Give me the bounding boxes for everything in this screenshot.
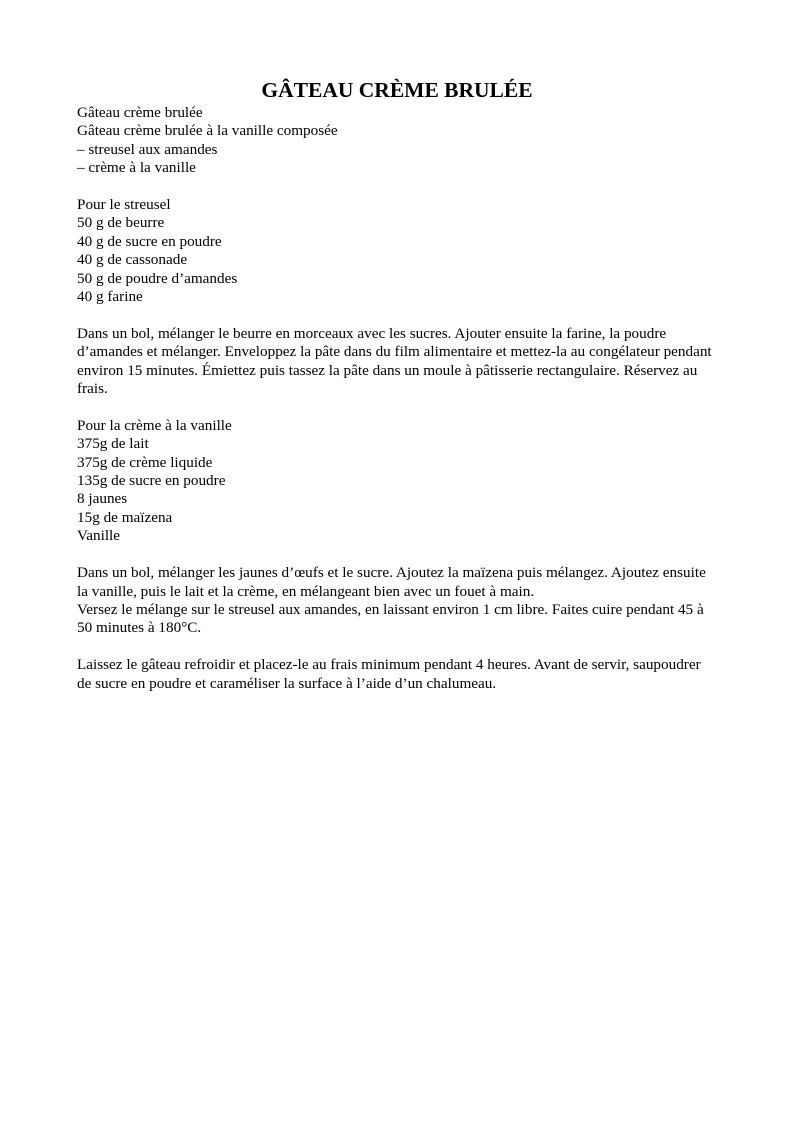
creme-instructions-section [77, 564, 717, 638]
spacer [77, 638, 717, 656]
ingredient-line: 50 g de poudre d’amandes [77, 269, 238, 287]
ingredient-line: 375g de crème liquide [77, 453, 213, 471]
document-title: GÂTEAU CRÈME BRULÉE [261, 78, 533, 102]
ingredient-line: Vanille [77, 527, 121, 545]
ingredient-line: 40 g de sucre en poudre [77, 232, 222, 250]
intro-line: – streusel aux amandes [77, 140, 218, 158]
streusel-instructions: Dans un bol, mélanger le beurre en morceaux avec les sucres. Ajouter ensuite la farine, la poudre d’amandes et mélanger. Enveloppez la pâte dans du film alimentaire et mettez-la au congélateur pendant environ 15 minutes. Émiettez puis tassez la pâte dans un moule à pâtisserie rectangulaire. Réservez au frais. [77, 324, 712, 398]
ingredient-line: 375g de lait [77, 435, 149, 453]
ingredient-line: 15g de maïzena [77, 508, 173, 526]
intro-line: Gâteau crème brulée à la vanille composée [77, 122, 338, 140]
ingredient-line: 50 g de beurre [77, 214, 165, 232]
streusel-instructions-section [77, 325, 717, 399]
ingredient-line: 40 g de cassonade [77, 251, 188, 269]
document-page [77, 76, 717, 693]
intro-line: Gâteau crème brulée [77, 104, 203, 121]
spacer [77, 398, 717, 416]
creme-heading: Pour la crème à la vanille [77, 416, 232, 434]
intro-section [77, 104, 717, 178]
ingredient-line: 8 jaunes [77, 490, 128, 508]
creme-instructions-paragraph: Versez le mélange sur le streusel aux amandes, en laissant environ 1 cm libre. Faites cuire pendant 45 à 50 minutes à 180°C. [77, 600, 704, 637]
spacer [77, 546, 717, 564]
spacer [77, 178, 717, 196]
streusel-section [77, 196, 717, 306]
final-section [77, 656, 717, 693]
spacer [77, 306, 717, 324]
creme-section [77, 417, 717, 546]
ingredient-line: 40 g farine [77, 288, 143, 306]
final-instructions: Laissez le gâteau refroidir et placez-le au frais minimum pendant 4 heures. Avant de servir, saupoudrer de sucre en poudre et caraméliser la surface à l’aide d’un chalumeau. [77, 656, 701, 692]
ingredient-line: 135g de sucre en poudre [77, 472, 226, 490]
intro-line: – crème à la vanille [77, 159, 196, 177]
creme-instructions-paragraph: Dans un bol, mélanger les jaunes d’œufs et le sucre. Ajoutez la maïzena puis mélangez. Ajoutez ensuite la vanille, puis le lait et la crème, en mélangeant bien avec un fouet à main. [77, 564, 706, 600]
streusel-heading: Pour le streusel [77, 196, 171, 214]
